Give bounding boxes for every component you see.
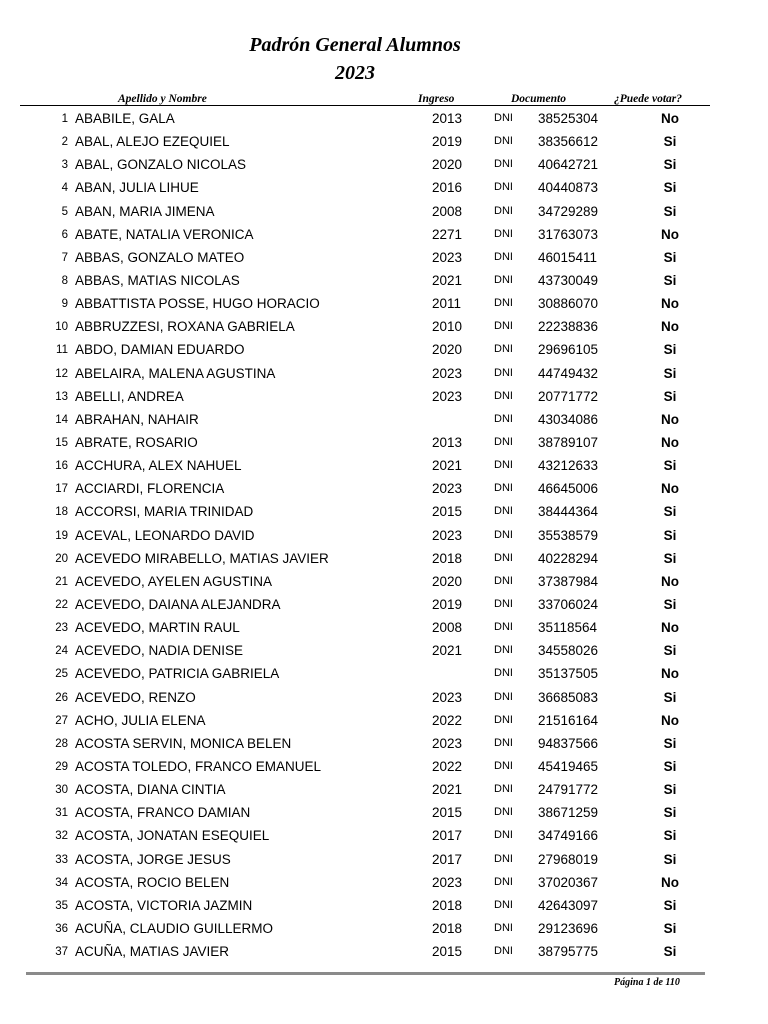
ingreso-year: 2023 (432, 874, 463, 890)
document-number: 46645006 (538, 481, 599, 497)
document-type: DNI (494, 644, 513, 657)
puede-votar-value: No (661, 111, 679, 126)
student-name: ACCHURA, ALEX NAHUEL (75, 458, 242, 474)
document-type: DNI (494, 875, 513, 888)
row-number: 7 (61, 251, 68, 264)
ingreso-year: 2023 (432, 388, 463, 404)
puede-votar-value: No (661, 666, 679, 682)
document-number: 34729289 (538, 203, 599, 219)
puede-votar-value: Si (663, 735, 677, 751)
row-number: 31 (55, 807, 68, 820)
document-number: 24791772 (538, 782, 599, 798)
student-name: ACEVEDO, RENZO (75, 689, 196, 705)
puede-votar-value: Si (663, 851, 677, 867)
table-row (0, 663, 768, 686)
table-row (0, 409, 768, 432)
ingreso-year: 2013 (432, 111, 463, 126)
student-name: ACEVEDO, DAIANA ALEJANDRA (75, 596, 281, 612)
puede-votar-value: Si (663, 782, 677, 798)
student-name: ABBAS, MATIAS NICOLAS (75, 272, 240, 288)
row-number: 23 (55, 622, 68, 635)
ingreso-year: 2023 (432, 249, 463, 265)
ingreso-year: 2271 (432, 226, 463, 242)
student-name: ACEVEDO, PATRICIA GABRIELA (75, 666, 280, 682)
document-type: DNI (494, 297, 513, 310)
table-row (0, 108, 768, 131)
ingreso-year: 2010 (432, 319, 463, 335)
student-name: ACOSTA, DIANA CINTIA (75, 782, 226, 798)
table-row (0, 733, 768, 756)
student-name: ABAN, MARIA JIMENA (75, 203, 215, 219)
student-name: ACEVEDO, MARTIN RAUL (75, 620, 240, 636)
student-name: ACEVAL, LEONARDO DAVID (75, 527, 255, 543)
puede-votar-value: Si (663, 365, 677, 381)
puede-votar-value: Si (663, 180, 677, 196)
row-number: 5 (61, 205, 68, 218)
document-number: 36685083 (538, 689, 599, 705)
table-row (0, 640, 768, 663)
student-name: ACEVEDO, AYELEN AGUSTINA (75, 573, 273, 589)
student-name: ACOSTA, ROCIO BELEN (75, 874, 230, 890)
row-number: 13 (55, 390, 68, 403)
document-type: DNI (494, 459, 513, 472)
row-number: 33 (55, 853, 68, 866)
puede-votar-value: Si (663, 458, 677, 474)
puede-votar-value: No (661, 296, 679, 312)
document-type: DNI (494, 112, 513, 124)
table-row (0, 293, 768, 316)
student-name: ABRAHAN, NAHAIR (75, 411, 199, 427)
document-type: DNI (494, 227, 513, 240)
row-number: 30 (55, 784, 68, 797)
ingreso-year: 2015 (432, 805, 463, 821)
puede-votar-value: No (661, 874, 679, 890)
puede-votar-value: No (661, 712, 679, 728)
table-row (0, 548, 768, 571)
table-row (0, 779, 768, 802)
document-type: DNI (494, 621, 513, 634)
puede-votar-value: Si (663, 527, 677, 543)
table-row (0, 918, 768, 941)
document-number: 34558026 (538, 643, 599, 659)
row-number: 21 (55, 575, 68, 588)
ingreso-year: 2023 (432, 735, 463, 751)
footer-divider (26, 972, 705, 975)
row-number: 3 (61, 159, 68, 172)
puede-votar-value: Si (663, 897, 677, 913)
table-row (0, 339, 768, 362)
puede-votar-value: Si (663, 689, 677, 705)
document-number: 45419465 (538, 758, 599, 774)
document-type: DNI (494, 366, 513, 379)
document-number: 40642721 (538, 157, 599, 173)
row-number: 12 (55, 367, 68, 380)
document-type: DNI (494, 713, 513, 726)
puede-votar-value: Si (663, 758, 677, 774)
row-number: 17 (55, 483, 68, 496)
document-type: DNI (494, 898, 513, 911)
row-number: 35 (55, 899, 68, 912)
table-row (0, 802, 768, 825)
student-table (0, 108, 768, 964)
document-number: 31763073 (538, 226, 599, 242)
document-number: 46015411 (538, 249, 598, 265)
ingreso-year: 2011 (432, 296, 462, 312)
table-row (0, 825, 768, 848)
puede-votar-value: Si (663, 342, 677, 358)
table-row (0, 201, 768, 224)
document-number: 38795775 (538, 944, 599, 960)
table-row (0, 432, 768, 455)
ingreso-year: 2023 (432, 365, 463, 381)
document-type: DNI (494, 736, 513, 749)
puede-votar-value: Si (663, 388, 677, 404)
ingreso-year: 2016 (432, 180, 463, 196)
ingreso-year: 2021 (432, 643, 463, 659)
table-row (0, 478, 768, 501)
ingreso-year: 2022 (432, 758, 463, 774)
row-number: 34 (55, 876, 68, 889)
document-type: DNI (494, 343, 513, 356)
ingreso-year: 2018 (432, 897, 463, 913)
row-number: 10 (55, 321, 68, 334)
document-number: 37387984 (538, 573, 599, 589)
table-row (0, 525, 768, 548)
table-row (0, 455, 768, 478)
page-number: Página 1 de 110 (614, 977, 680, 988)
document-type: DNI (494, 273, 513, 286)
document-type: DNI (494, 551, 513, 564)
row-number: 8 (61, 274, 68, 287)
puede-votar-value: No (661, 481, 679, 497)
student-name: ABELLI, ANDREA (75, 388, 184, 404)
document-number: 35118564 (538, 620, 598, 636)
student-name: ACEVEDO MIRABELLO, MATIAS JAVIER (75, 550, 329, 566)
puede-votar-value: No (661, 573, 679, 589)
document-type: DNI (494, 181, 513, 194)
row-number: 11 (56, 344, 68, 357)
document-number: 38444364 (538, 504, 599, 520)
table-row (0, 710, 768, 733)
row-number: 1 (61, 113, 68, 125)
table-row (0, 316, 768, 339)
column-header-ingreso: Ingreso (418, 93, 455, 105)
column-header-documento: Documento (511, 93, 566, 105)
table-row (0, 941, 768, 964)
table-row (0, 363, 768, 386)
row-number: 9 (61, 298, 68, 311)
table-row (0, 895, 768, 918)
row-number: 14 (55, 413, 68, 426)
document-type: DNI (494, 852, 513, 865)
puede-votar-value: Si (663, 643, 677, 659)
student-name: ACUÑA, CLAUDIO GUILLERMO (75, 920, 274, 936)
document-number: 40228294 (538, 550, 599, 566)
document-number: 43212633 (538, 458, 599, 474)
student-name: ACHO, JULIA ELENA (75, 712, 206, 728)
ingreso-year: 2020 (432, 157, 463, 173)
page-subtitle-year: 2023 (335, 62, 375, 84)
document-type: DNI (494, 690, 513, 703)
ingreso-year: 2008 (432, 203, 463, 219)
document-type: DNI (494, 204, 513, 217)
table-row (0, 501, 768, 524)
puede-votar-value: No (661, 226, 679, 242)
document-type: DNI (494, 783, 513, 796)
document-number: 27968019 (538, 851, 599, 867)
student-name: ABBATTISTA POSSE, HUGO HORACIO (75, 296, 320, 312)
document-number: 29123696 (538, 920, 599, 936)
document-number: 44749432 (538, 365, 599, 381)
document-number: 21516164 (538, 712, 599, 728)
ingreso-year: 2013 (432, 434, 463, 450)
document-number: 22238836 (538, 319, 599, 335)
document-type: DNI (494, 389, 513, 402)
table-row (0, 177, 768, 200)
student-name: ABAN, JULIA LIHUE (75, 180, 199, 196)
header-divider (20, 105, 710, 106)
document-number: 38525304 (538, 111, 599, 126)
document-number: 38789107 (538, 434, 599, 450)
document-type: DNI (494, 528, 513, 541)
student-name: ACUÑA, MATIAS JAVIER (75, 944, 230, 960)
ingreso-year: 2022 (432, 712, 463, 728)
table-row (0, 270, 768, 293)
ingreso-year: 2015 (432, 504, 463, 520)
row-number: 4 (61, 182, 68, 195)
puede-votar-value: Si (663, 203, 677, 219)
puede-votar-value: No (661, 319, 679, 335)
student-name: ACEVEDO, NADIA DENISE (75, 643, 244, 659)
row-number: 25 (55, 668, 68, 681)
student-name: ABAL, GONZALO NICOLAS (75, 157, 247, 173)
column-header-puede-votar: ¿Puede votar? (614, 93, 683, 105)
document-number: 42643097 (538, 897, 599, 913)
ingreso-year: 2023 (432, 689, 463, 705)
row-number: 18 (55, 506, 68, 519)
ingreso-year: 2023 (432, 527, 463, 543)
student-name: ABBRUZZESI, ROXANA GABRIELA (75, 319, 295, 335)
column-header-name: Apellido y Nombre (118, 93, 207, 105)
document-type: DNI (494, 829, 513, 842)
ingreso-year: 2023 (432, 481, 463, 497)
row-number: 37 (55, 946, 68, 959)
document-type: DNI (494, 505, 513, 518)
table-row (0, 872, 768, 895)
student-name: ACCIARDI, FLORENCIA (75, 481, 225, 497)
row-number: 28 (55, 737, 68, 750)
document-number: 37020367 (538, 874, 599, 890)
table-row (0, 247, 768, 270)
document-type: DNI (494, 921, 513, 934)
document-type: DNI (494, 482, 513, 495)
student-name: ABAL, ALEJO EZEQUIEL (75, 134, 230, 150)
table-row (0, 131, 768, 154)
document-number: 35538579 (538, 527, 599, 543)
row-number: 15 (55, 436, 68, 449)
document-type: DNI (494, 667, 513, 680)
student-name: ABABILE, GALA (75, 111, 175, 126)
document-number: 38356612 (538, 134, 599, 150)
ingreso-year: 2018 (432, 550, 463, 566)
document-number: 38671259 (538, 805, 599, 821)
table-row (0, 849, 768, 872)
document-type: DNI (494, 135, 513, 148)
puede-votar-value: Si (663, 550, 677, 566)
student-name: ACOSTA SERVIN, MONICA BELEN (75, 735, 292, 751)
puede-votar-value: Si (663, 944, 677, 960)
ingreso-year: 2018 (432, 920, 463, 936)
document-number: 30886070 (538, 296, 599, 312)
puede-votar-value: Si (663, 596, 677, 612)
document-type: DNI (494, 759, 513, 772)
student-name: ABRATE, ROSARIO (75, 434, 198, 450)
row-number: 2 (61, 136, 68, 149)
document-number: 35137505 (538, 666, 599, 682)
puede-votar-value: No (661, 620, 679, 636)
puede-votar-value: Si (663, 157, 677, 173)
puede-votar-value: Si (663, 272, 677, 288)
puede-votar-value: Si (663, 920, 677, 936)
ingreso-year: 2020 (432, 573, 463, 589)
row-number: 36 (55, 922, 68, 935)
document-type: DNI (494, 574, 513, 587)
puede-votar-value: Si (663, 828, 677, 844)
puede-votar-value: No (661, 411, 679, 427)
page-title: Padrón General Alumnos (249, 34, 461, 56)
student-name: ABELAIRA, MALENA AGUSTINA (75, 365, 276, 381)
row-number: 19 (55, 529, 68, 542)
puede-votar-value: Si (663, 805, 677, 821)
table-row (0, 386, 768, 409)
document-number: 94837566 (538, 735, 599, 751)
document-number: 20771772 (538, 388, 599, 404)
puede-votar-value: No (661, 434, 679, 450)
row-number: 24 (55, 645, 68, 658)
row-number: 16 (55, 460, 68, 473)
document-number: 43730049 (538, 272, 599, 288)
ingreso-year: 2008 (432, 620, 463, 636)
puede-votar-value: Si (663, 504, 677, 520)
student-name: ACOSTA, JORGE JESUS (75, 851, 231, 867)
document-number: 43034086 (538, 411, 599, 427)
table-row (0, 594, 768, 617)
document-type: DNI (494, 158, 513, 171)
student-name: ABBAS, GONZALO MATEO (75, 249, 245, 265)
table-row (0, 154, 768, 177)
row-number: 27 (55, 714, 68, 727)
document-type: DNI (494, 435, 513, 448)
row-number: 32 (55, 830, 68, 843)
puede-votar-value: Si (663, 134, 677, 150)
student-name: ACOSTA TOLEDO, FRANCO EMANUEL (75, 758, 322, 774)
ingreso-year: 2015 (432, 944, 463, 960)
ingreso-year: 2021 (432, 458, 463, 474)
row-number: 29 (55, 760, 68, 773)
row-number: 26 (55, 691, 68, 704)
ingreso-year: 2019 (432, 596, 463, 612)
table-row (0, 756, 768, 779)
table-row (0, 224, 768, 247)
table-row (0, 687, 768, 710)
document-type: DNI (494, 597, 513, 610)
ingreso-year: 2017 (432, 851, 463, 867)
table-row (0, 617, 768, 640)
student-name: ACOSTA, FRANCO DAMIAN (75, 805, 251, 821)
document-number: 34749166 (538, 828, 599, 844)
document-type: DNI (494, 412, 513, 425)
student-name: ACOSTA, JONATAN ESEQUIEL (75, 828, 270, 844)
puede-votar-value: Si (663, 249, 677, 265)
document-type: DNI (494, 250, 513, 263)
document-number: 29696105 (538, 342, 599, 358)
document-type: DNI (494, 320, 513, 333)
student-name: ACCORSI, MARIA TRINIDAD (75, 504, 254, 520)
document-number: 33706024 (538, 596, 599, 612)
document-type: DNI (494, 945, 513, 958)
student-name: ABDO, DAMIAN EDUARDO (75, 342, 245, 358)
ingreso-year: 2019 (432, 134, 463, 150)
student-name: ABATE, NATALIA VERONICA (75, 226, 254, 242)
ingreso-year: 2020 (432, 342, 463, 358)
row-number: 20 (55, 552, 68, 565)
ingreso-year: 2021 (432, 272, 463, 288)
ingreso-year: 2017 (432, 828, 463, 844)
row-number: 22 (55, 598, 68, 611)
student-name: ACOSTA, VICTORIA JAZMIN (75, 897, 253, 913)
row-number: 6 (61, 228, 68, 241)
ingreso-year: 2021 (432, 782, 463, 798)
document-number: 40440873 (538, 180, 599, 196)
table-row (0, 571, 768, 594)
document-type: DNI (494, 806, 513, 819)
